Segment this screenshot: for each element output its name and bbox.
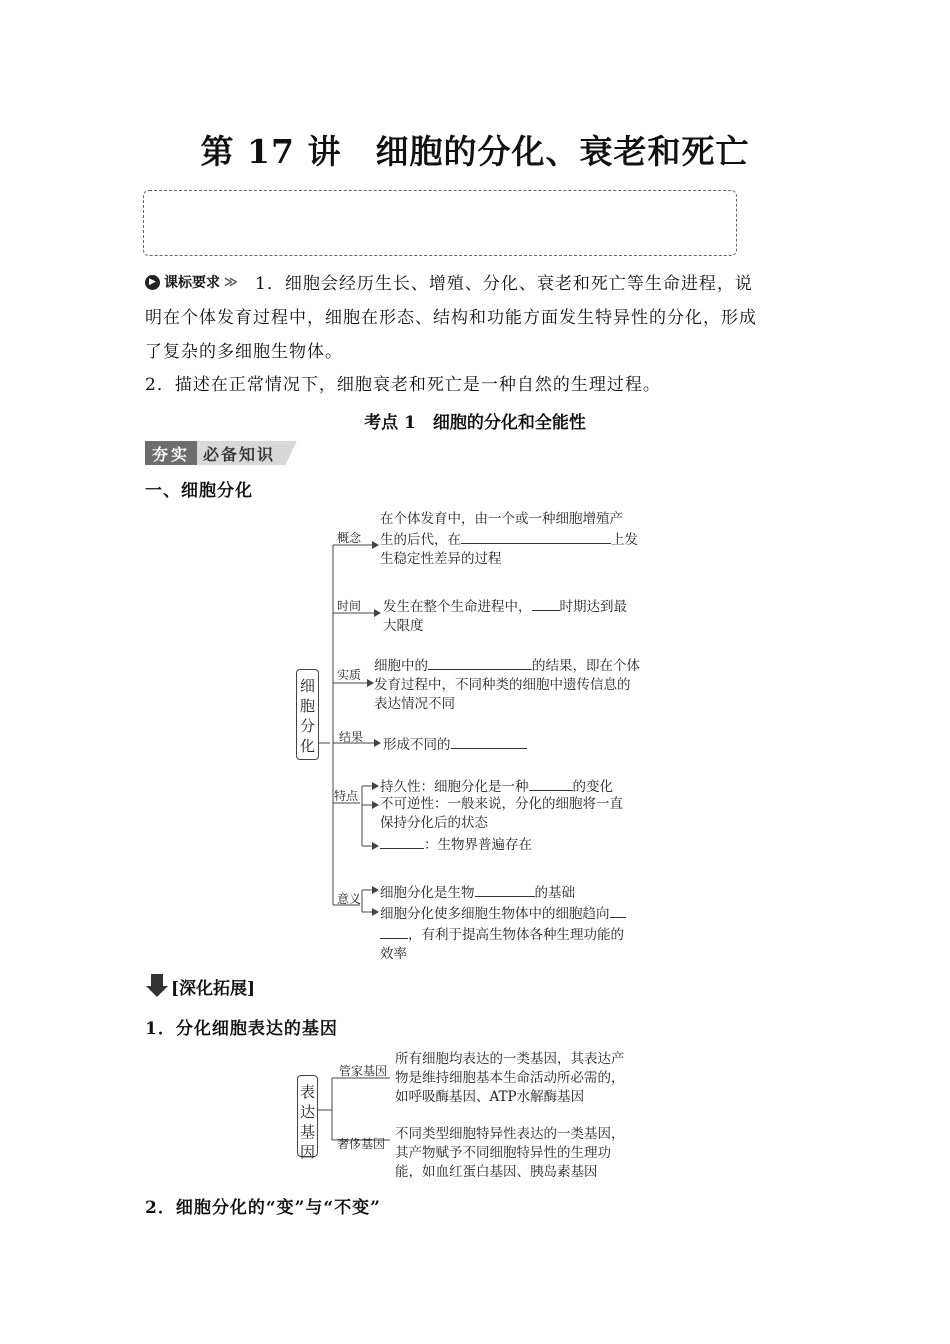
feature-3 — [380, 834, 532, 855]
meaning-subbranches — [362, 890, 372, 912]
diagram2-root-box — [297, 1075, 318, 1161]
concept-line-1: 在个体发育中，由一个或一种细胞增殖产 — [380, 511, 623, 527]
deepen-label-row — [145, 973, 255, 999]
feature-2 — [380, 795, 623, 833]
essence-blank — [428, 655, 532, 670]
banner-part-b: 必备知识 — [197, 441, 283, 465]
meaning-2-blank-a — [610, 903, 626, 918]
concept-blank — [461, 529, 611, 544]
concept-line-3: 生稳定性差异的过程 — [380, 551, 502, 567]
meaning-2-line-1 — [380, 903, 626, 924]
down-arrow-icon — [145, 973, 169, 999]
feature-3-blank — [380, 834, 424, 849]
concept-line-2b: 上发 — [611, 532, 638, 548]
time-line-1b: 时期达到最 — [559, 599, 627, 615]
requirement-1-line-2: 明在个体发育过程中，细胞在形态、结构和功能方面发生特异性的分化，形成 — [145, 308, 757, 328]
time-line-2: 大限度 — [383, 618, 424, 634]
meaning-2a: 细胞分化使多细胞生物体中的细胞趋向 — [380, 906, 610, 922]
time-blank — [532, 596, 560, 611]
result-line-1: 形成不同的 — [383, 737, 451, 753]
concept-label: 概念 — [337, 531, 362, 545]
play-icon: ▶ — [145, 275, 160, 290]
essence-line-2: 发育过程中，不同种类的细胞中遗传信息的 — [374, 677, 631, 693]
concept-line-2 — [380, 529, 638, 550]
heading-expressed-genes: 1．分化细胞表达的基因 — [145, 1019, 338, 1039]
meaning-1-blank — [475, 882, 535, 897]
meaning-1b: 的基础 — [534, 885, 575, 901]
requirements-badge-label: 课标要求 — [164, 275, 220, 291]
meaning-1 — [380, 882, 575, 903]
housekeeping-text — [395, 1050, 625, 1107]
deepen-label: [深化拓展] — [171, 978, 256, 999]
diagram2-root-label: 表达基因 — [299, 1083, 315, 1161]
essence-line-1b: 的结果，即在个体 — [532, 658, 640, 674]
essence-line-1a: 细胞中的 — [374, 658, 428, 674]
d2-branches — [332, 1078, 390, 1140]
banner-part-a: 夯实 — [145, 441, 197, 465]
lx-line-3: 能，如血红蛋白基因、胰岛素基因 — [395, 1164, 598, 1180]
lx-line-1: 不同类型细胞特异性表达的一类基因， — [395, 1126, 625, 1142]
lx-line-2: 其产物赋予不同细胞特异性的生理功 — [395, 1145, 611, 1161]
essence-text — [374, 655, 640, 714]
time-label: 时间 — [337, 599, 362, 613]
time-line-1 — [383, 596, 627, 617]
feature-2a: 不可逆性：一般来说，分化的细胞将一直 — [380, 796, 623, 812]
meaning-2b: ，有利于提高生物体各种生理功能的 — [408, 927, 624, 943]
feature-2b: 保持分化后的状态 — [380, 815, 488, 831]
feature-label: 特点 — [334, 789, 359, 803]
heading-cell-differentiation: 一、细胞分化 — [145, 481, 253, 501]
requirement-2: 2．描述在正常情况下，细胞衰老和死亡是一种自然的生理过程。 — [145, 375, 661, 395]
hk-line-2: 物是维持细胞基本生命活动所必需的， — [395, 1070, 625, 1086]
feature-1 — [380, 776, 613, 797]
feature-1a: 持久性：细胞分化是一种 — [380, 779, 529, 795]
time-line-1a: 发生在整个生命进程中， — [383, 599, 532, 615]
housekeeping-label: 管家基因 — [339, 1064, 388, 1078]
heading-change-and-unchanged: 2．细胞分化的“变”与“不变” — [145, 1198, 381, 1218]
concept-line-2a: 生的后代，在 — [380, 532, 461, 548]
result-blank — [451, 734, 527, 749]
feature-3-text: ：生物界普遍存在 — [424, 837, 532, 853]
essence-line-1 — [374, 655, 640, 676]
meaning-1a: 细胞分化是生物 — [380, 885, 475, 901]
feature-1b: 的变化 — [572, 779, 613, 795]
page-title: 第 17 讲 细胞的分化、衰老和死亡 — [200, 132, 750, 171]
luxury-label: 奢侈基因 — [337, 1137, 386, 1151]
essence-label: 实质 — [337, 668, 362, 682]
result-label: 结果 — [339, 730, 364, 744]
requirement-1-line-3: 了复杂的多细胞生物体。 — [145, 342, 343, 362]
hk-line-1: 所有细胞均表达的一类基因，其表达产 — [395, 1051, 625, 1067]
section-subtitle: 考点 1 细胞的分化和全能性 — [364, 413, 586, 433]
meaning-2-blank-b — [380, 924, 408, 939]
concept-text — [380, 510, 638, 569]
result-text — [383, 734, 527, 755]
diagram1-root-box — [296, 669, 319, 760]
meaning-label: 意义 — [337, 892, 362, 906]
time-text — [383, 596, 627, 636]
requirement-1-line-1: 1．细胞会经历生长、增殖、分化、衰老和死亡等生命进程，说 — [255, 274, 753, 294]
hk-line-3: 如呼吸酶基因、ATP水解酶基因 — [395, 1089, 585, 1105]
meaning-2-line-2 — [380, 924, 626, 945]
essence-line-3: 表达情况不同 — [374, 696, 455, 712]
double-chevron-icon: ≫ — [224, 274, 238, 290]
feature-subbranches — [362, 786, 372, 846]
luxury-text — [395, 1125, 625, 1182]
meaning-2 — [380, 903, 626, 964]
meaning-2c: 效率 — [380, 946, 407, 962]
diagram1-root-label: 细胞分化 — [299, 677, 315, 755]
feature-1-blank — [529, 776, 573, 791]
